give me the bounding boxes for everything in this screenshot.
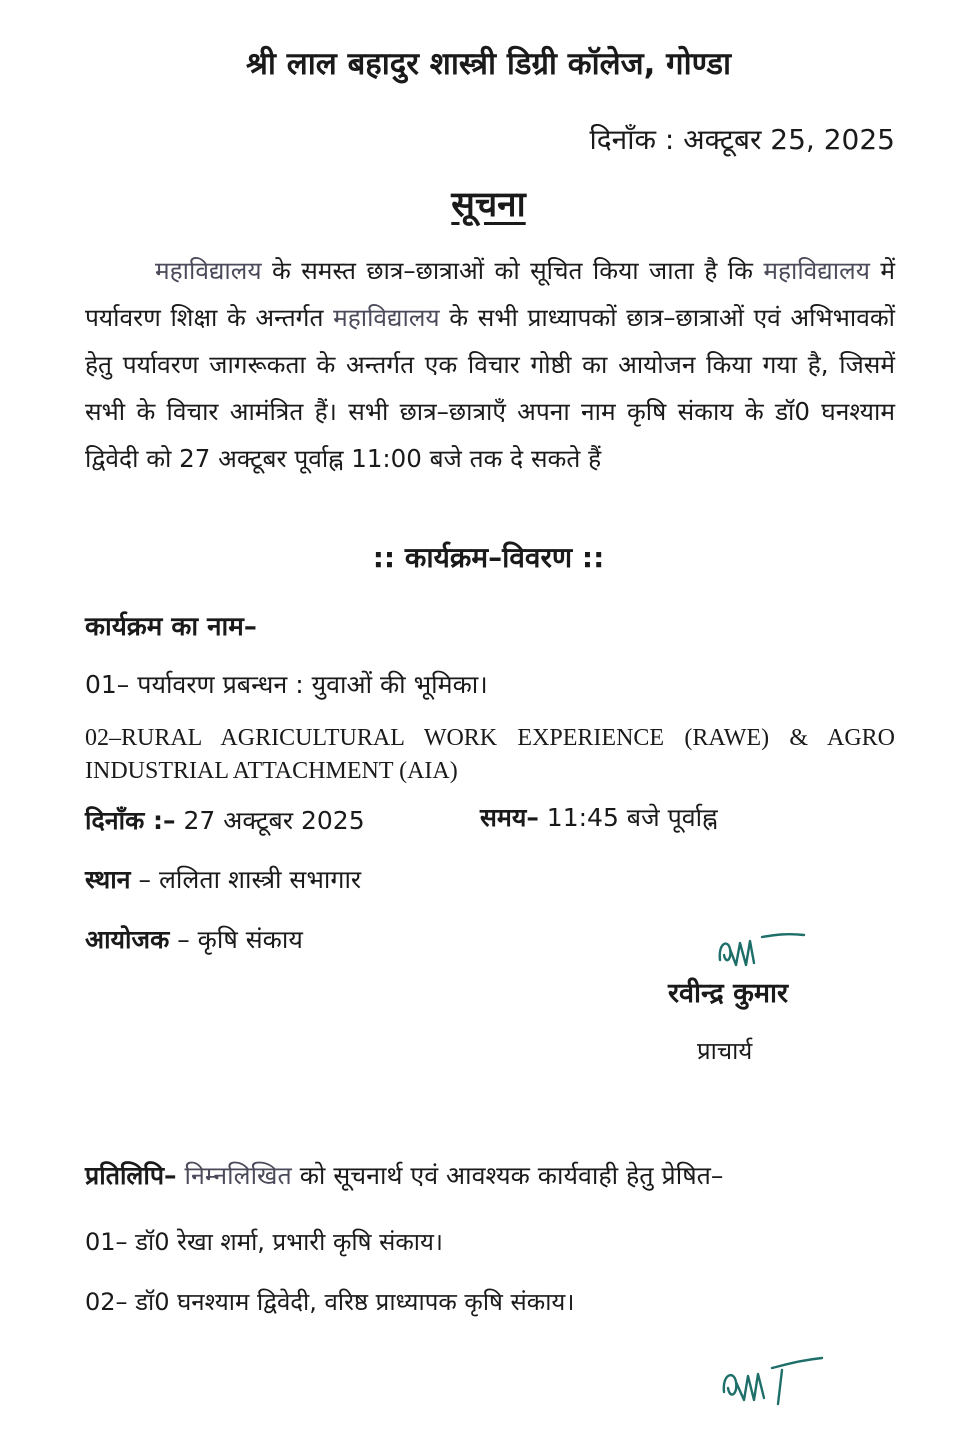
copy-to — [85, 1158, 723, 1192]
footer-signature — [718, 1350, 828, 1410]
program-date-label: दिनाँक :– — [85, 806, 176, 835]
notice-date: दिनाँक : अक्टूबर 25, 2025 — [589, 123, 895, 156]
notice-body — [85, 247, 895, 482]
program-organizer-value: – कृषि संकाय — [169, 925, 303, 954]
notice-title: सूचना — [451, 185, 526, 225]
program-date — [85, 803, 365, 837]
signatory-name: रवीन्द्र कुमार — [668, 978, 789, 1009]
program-place-label: स्थान — [85, 865, 131, 894]
program-place — [85, 862, 361, 896]
college-name: श्री लाल बहादुर शास्त्री डिग्री कॉलेज, गोण्डा — [245, 46, 732, 82]
program-time-label: समय– — [480, 803, 539, 832]
copy-label: प्रतिलिपि– — [85, 1161, 177, 1190]
program-time — [480, 800, 718, 834]
copy-item-2: 02– डॉ0 घनश्याम द्विवेदी, वरिष्ठ प्राध्यापक कृषि संकाय। — [85, 1288, 575, 1316]
copy-text-faded: निम्नलिखित — [176, 1161, 292, 1190]
copy-item-1: 01– डॉ0 रेखा शर्मा, प्रभारी कृषि संकाय। — [85, 1228, 444, 1256]
program-organizer — [85, 922, 303, 956]
program-date-value: 27 अक्टूबर 2025 — [175, 806, 365, 835]
body-part-4: में पर्यावरण शिक्षा के अन्तर्गत — [85, 256, 895, 332]
program-time-value: 11:45 बजे पूर्वाह्न — [538, 803, 718, 832]
signatory-designation: प्राचार्य — [697, 1037, 753, 1065]
principal-signature — [712, 925, 812, 975]
program-item-1: 01– पर्यावरण प्रबन्धन : युवाओं की भूमिका। — [85, 670, 488, 699]
copy-text: को सूचनार्थ एवं आवश्यक कार्यवाही हेतु प्रेषित– — [291, 1161, 724, 1190]
body-part-6: के सभी प्राध्यापकों छात्र–छात्राओं एवं अभिभावकों हेतु पर्यावरण जागरूकता के अन्तर्गत एक विचार गोष्ठी का आयोजन किया गया है, जिसमें सभी के विचार आमंत्रित हैं। सभी छात्र–छात्राएँ अपना नाम कृषि संकाय के डॉ0 घनश्याम द्विवेदी को 27 अक्टूबर पूर्वाह्न 11:00 बजे तक दे सकते हैं — [85, 303, 896, 473]
program-section-title: :: कार्यक्रम–विवरण :: — [372, 541, 605, 574]
program-item-2: 02–RURAL AGRICULTURAL WORK EXPERIENCE (RAWE) & AGRO INDUSTRIAL ATTACHMENT (AIA) — [85, 725, 895, 784]
body-part-1: महाविद्यालय — [155, 256, 262, 285]
program-name-label: कार्यक्रम का नाम– — [85, 612, 257, 642]
body-part-5: महाविद्यालय — [333, 303, 440, 332]
program-place-value: – ललिता शास्त्री सभागार — [130, 865, 362, 894]
body-part-2: के समस्त छात्र–छात्राओं को सूचित किया जाता है कि — [261, 256, 764, 285]
body-part-3: महाविद्यालय — [763, 256, 870, 285]
program-organizer-label: आयोजक — [85, 925, 170, 954]
